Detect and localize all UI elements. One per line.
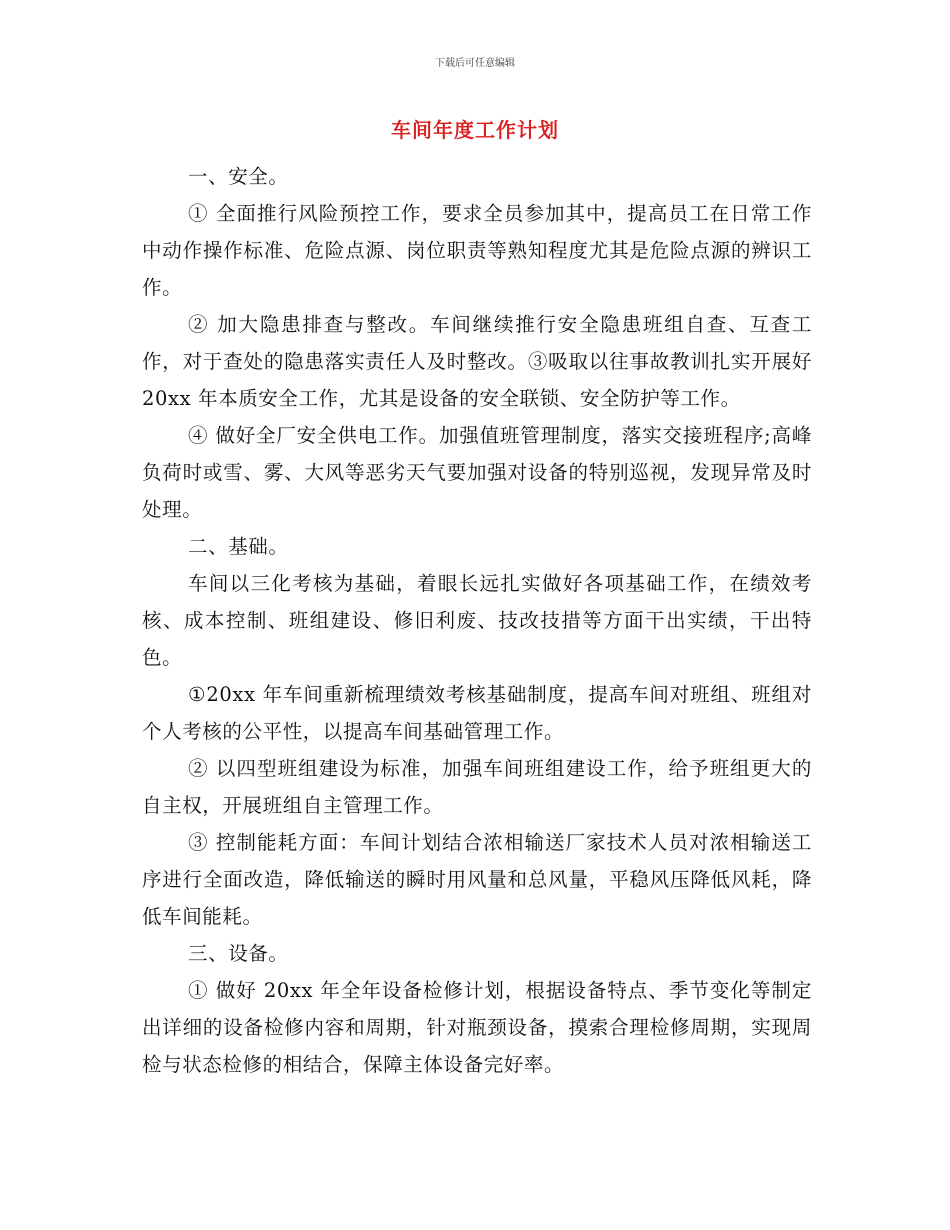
section-heading-equipment: 三、设备。 — [188, 942, 289, 965]
paragraph: ④ 做好全厂安全供电工作。加强值班管理制度，落实交接班程序;高峰负荷时或雪、雾、大风等恶劣天气要加强对设备的特别巡视，发现异常及时处理。 — [142, 424, 812, 521]
paragraph: ② 以四型班组建设为标准，加强车间班组建设工作，给予班组更大的自主权，开展班组自主管理工作。 — [142, 757, 812, 817]
section-heading-foundation: 二、基础。 — [188, 535, 289, 558]
paragraph: ① 做好 20xx 年全年设备检修计划，根据设备特点、季节变化等制定出详细的设备检修内容和周期，针对瓶颈设备，摸索合理检修周期，实现周检与状态检修的相结合，保障主体设备完好率。 — [142, 979, 812, 1076]
document-body — [142, 158, 812, 1083]
paragraph: ② 加大隐患排查与整改。车间继续推行安全隐患班组自查、互查工作，对于查处的隐患落实责任人及时整改。③吸取以往事故教训扎实开展好 20xx 年本质安全工作，尤其是设备的安全联锁、安全防护等工作。 — [142, 313, 812, 410]
paragraph: ①20xx 年车间重新梳理绩效考核基础制度，提高车间对班组、班组对个人考核的公平性，以提高车间基础管理工作。 — [142, 683, 812, 743]
section-heading-safety: 一、安全。 — [188, 165, 289, 188]
paragraph: ① 全面推行风险预控工作，要求全员参加其中，提高员工在日常工作中动作操作标准、危险点源、岗位职责等熟知程度尤其是危险点源的辨识工作。 — [142, 202, 812, 299]
paragraph: 车间以三化考核为基础，着眼长远扎实做好各项基础工作，在绩效考核、成本控制、班组建设、修旧利废、技改技措等方面干出实绩，干出特色。 — [142, 572, 812, 669]
document-title: 车间年度工作计划 — [391, 118, 559, 142]
header-note: 下载后可任意编辑 — [435, 58, 515, 69]
paragraph: ③ 控制能耗方面：车间计划结合浓相输送厂家技术人员对浓相输送工序进行全面改造，降低输送的瞬时用风量和总风量，平稳风压降低风耗，降低车间能耗。 — [142, 831, 812, 928]
